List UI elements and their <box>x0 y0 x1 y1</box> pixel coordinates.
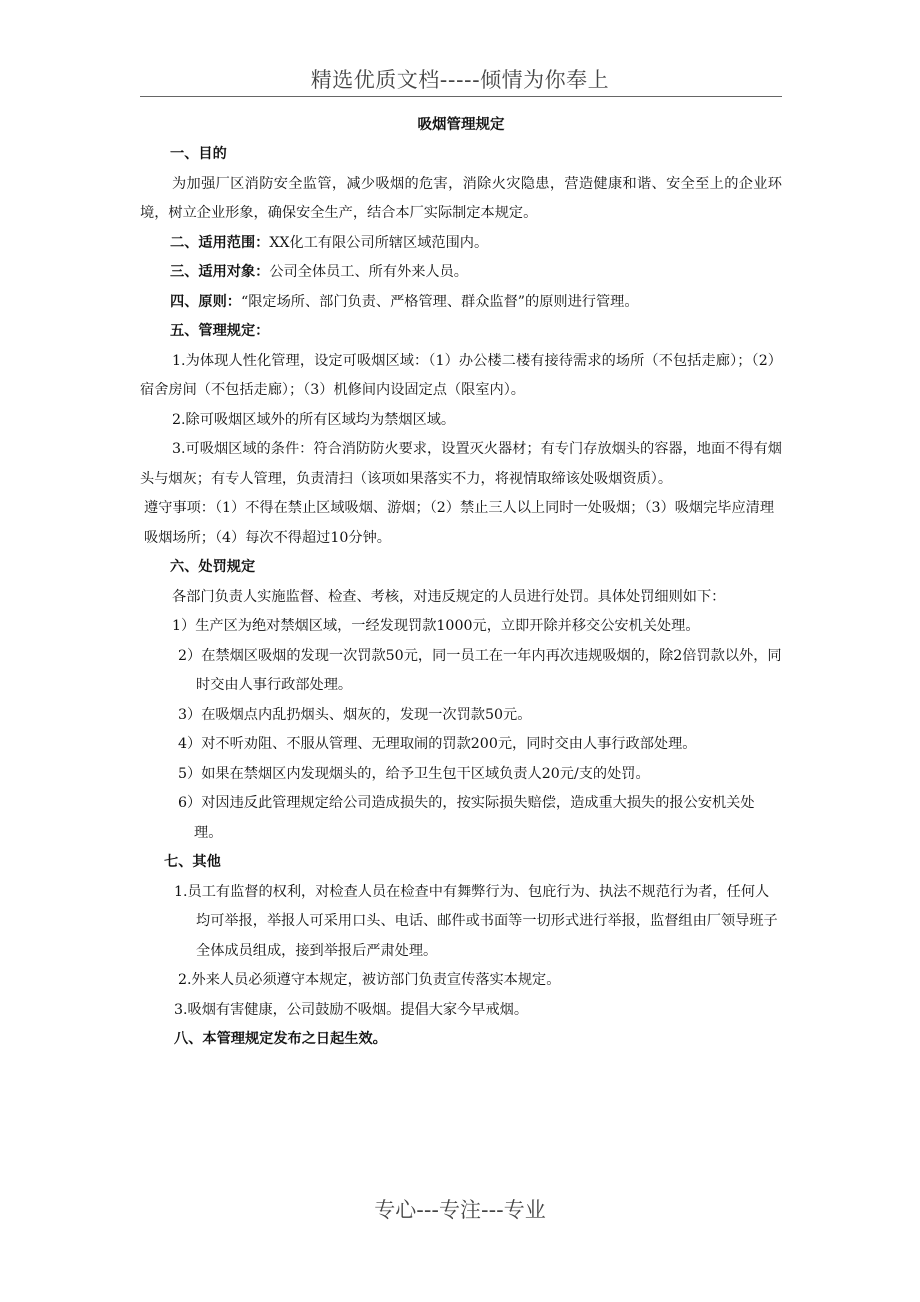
penalty-item-6: 6）对因违反此管理规定给公司造成损失的，按实际损失赔偿，造成重大损失的报公安机关处理。 <box>178 795 755 841</box>
section-2-text: XX化工有限公司所辖区域范围内。 <box>269 234 489 251</box>
section-7-heading: 七、其他 <box>164 854 221 870</box>
penalty-item-3: 3）在吸烟点内乱扔烟头、烟灰的，发现一次罚款50元。 <box>178 706 532 723</box>
document-body <box>140 106 782 1055</box>
section-5-item-1: 1.为体现人性化管理，设定可吸烟区域：（1）办公楼二楼有接待需求的场所（不包括走廊）；（2）宿舍房间（不包括走廊）；（3）机修间内设固定点（限室内）。 <box>140 352 782 398</box>
section-1-body: 为加强厂区消防安全监管，减少吸烟的危害，消除火灾隐患，营造健康和谐、安全至上的企业环境，树立企业形象，确保安全生产，结合本厂实际制定本规定。 <box>140 175 782 221</box>
section-8-heading: 八、本管理规定发布之日起生效。 <box>174 1031 387 1047</box>
section-6-intro: 各部门负责人实施监督、检查、考核，对违反规定的人员进行处罚。具体处罚细则如下： <box>172 588 726 605</box>
section-5-heading: 五、管理规定： <box>170 323 270 339</box>
section-4-text: “限定场所、部门负责、严格管理、群众监督”的原则进行管理。 <box>240 293 639 310</box>
section-4-label: 四、原则： <box>170 293 241 310</box>
penalty-item-1: 1）生产区为绝对禁烟区域，一经发现罚款1000元，立即开除并移交公安机关处理。 <box>172 618 700 634</box>
page-footer: 专心---专注---专业 <box>374 1198 546 1222</box>
section-3 <box>140 258 782 288</box>
section-2 <box>140 229 782 259</box>
section-4 <box>140 288 782 318</box>
section-3-text: 公司全体员工、所有外来人员。 <box>269 264 468 280</box>
document-title: 吸烟管理规定 <box>417 117 505 133</box>
penalty-item-4: 4）对不听劝阻、不服从管理、无理取闹的罚款200元，同时交由人事行政部处理。 <box>178 736 697 752</box>
section-3-label: 三、适用对象： <box>170 264 270 280</box>
penalty-item-5: 5）如果在禁烟区内发现烟头的，给予卫生包干区域负责人20元/支的处罚。 <box>178 765 650 782</box>
header-divider <box>140 96 782 97</box>
section-1-heading: 一、目的 <box>170 146 227 162</box>
penalty-item-2: 2）在禁烟区吸烟的发现一次罚款50元，同一员工在一年内再次违规吸烟的，除2倍罚款以外，同时交由人事行政部处理。 <box>178 647 782 693</box>
section-5-item-2: 2.除可吸烟区域外的所有区域均为禁烟区域。 <box>172 411 456 428</box>
section-6-heading: 六、处罚规定 <box>170 559 256 575</box>
section-5-rules: 遵守事项：（1）不得在禁止区域吸烟、游烟；（2）禁止三人以上同时一处吸烟；（3）吸烟完毕应清理吸烟场所；（4）每次不得超过10分钟。 <box>144 500 775 546</box>
section-2-label: 二、适用范围： <box>170 234 270 251</box>
other-item-2: 2.外来人员必须遵守本规定，被访部门负责宣传落实本规定。 <box>178 972 561 988</box>
page-header: 精选优质文档-----倾情为你奉上 <box>310 68 610 92</box>
other-item-3: 3.吸烟有害健康，公司鼓励不吸烟。提倡大家今早戒烟。 <box>174 1001 529 1018</box>
other-item-1: 1.员工有监督的权利，对检查人员在检查中有舞弊行为、包庇行为、执法不规范行为者，任何人均可举报，举报人可采用口头、电话、邮件或书面等一切形式进行举报，监督组由厂领导班子全体成员组成，接到举报后严肃处理。 <box>174 883 778 959</box>
section-5-item-3: 3.可吸烟区域的条件：符合消防防火要求，设置灭火器材；有专门存放烟头的容器，地面不得有烟头与烟灰；有专人管理，负责清扫（该项如果落实不力，将视情取缔该处吸烟资质）。 <box>140 441 782 487</box>
